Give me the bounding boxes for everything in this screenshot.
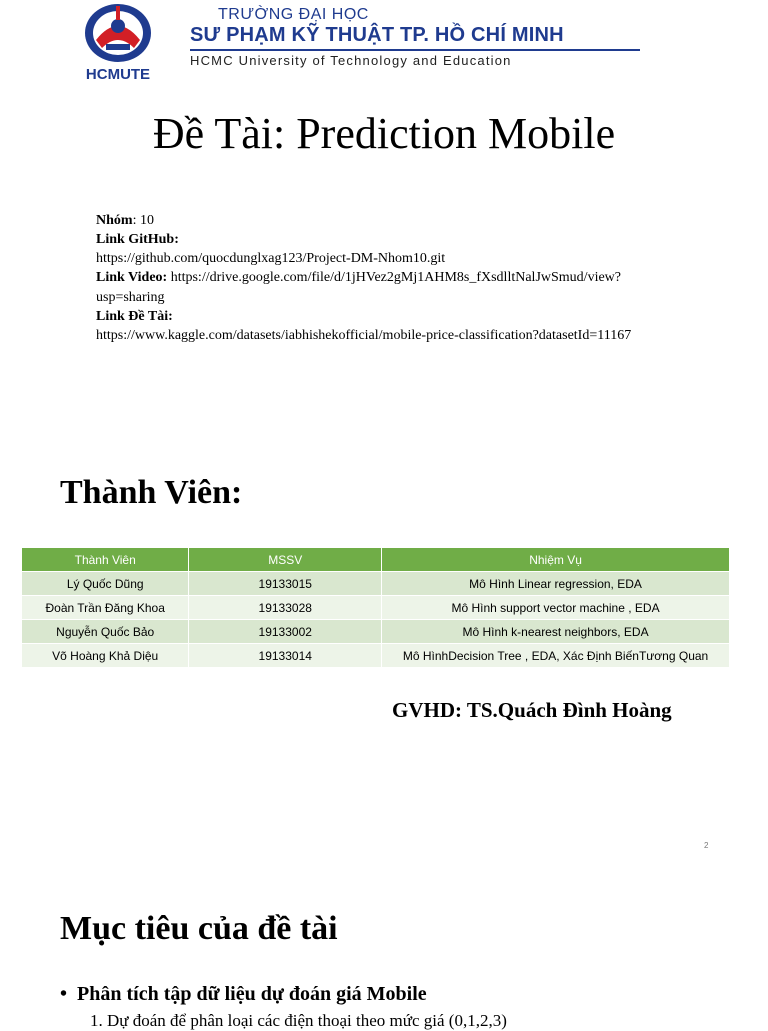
column-header-student-id: MSSV	[189, 548, 382, 572]
page-title: Đề Tài: Prediction Mobile	[152, 109, 616, 158]
university-logo	[68, 2, 172, 82]
member-name: Đoàn Trần Đăng Khoa	[22, 596, 189, 620]
member-task: Mô Hình k-nearest neighbors, EDA	[382, 620, 730, 644]
member-id: 19133028	[189, 596, 382, 620]
goal-bullet-text: Phân tích tập dữ liệu dự đoán giá Mobile	[77, 983, 427, 1005]
video-link[interactable]: https://drive.google.com/file/d/1jHVez2gMj1AHM8s_fXsdlltNalJwSmud/view?	[167, 270, 621, 285]
group-label: Nhóm	[96, 213, 133, 228]
bullet-icon: •	[60, 983, 78, 1005]
video-line	[96, 268, 621, 288]
github-label	[96, 230, 179, 250]
university-name-line1: TRƯỜNG ĐẠI HỌC	[218, 6, 369, 23]
member-id: 19133002	[189, 620, 382, 644]
header-divider	[190, 49, 640, 51]
goal-heading: Mục tiêu của đề tài	[60, 910, 338, 947]
table-header-row	[22, 548, 730, 572]
member-id: 19133015	[189, 572, 382, 596]
members-heading: Thành Viên:	[60, 474, 243, 511]
member-task: Mô Hình Linear regression, EDA	[382, 572, 730, 596]
member-name: Nguyễn Quốc Bảo	[22, 620, 189, 644]
group-value: : 10	[132, 213, 154, 228]
member-task: Mô Hình support vector machine , EDA	[382, 596, 730, 620]
goal-bullet	[60, 983, 427, 1006]
member-name: Lý Quốc Dũng	[22, 572, 189, 596]
table-row	[22, 572, 730, 596]
university-name-line2: SƯ PHẠM KỸ THUẬT TP. HỒ CHÍ MINH	[190, 24, 564, 46]
goal-subitem: 1. Dự đoán để phân loại các điện thoại theo mức giá (0,1,2,3)	[90, 1011, 507, 1030]
university-name-english: HCMC University of Technology and Education	[190, 53, 512, 68]
column-header-member: Thành Viên	[22, 548, 189, 572]
topic-label-text: Link Đề Tài:	[96, 309, 173, 324]
group-line	[96, 211, 154, 231]
members-table	[22, 548, 730, 667]
table-row	[22, 644, 730, 668]
advisor-line: GVHD: TS.Quách Đình Hoàng	[392, 698, 672, 722]
video-link-continued[interactable]: usp=sharing	[96, 290, 165, 305]
member-name: Võ Hoàng Khả Diệu	[22, 644, 189, 668]
table-row	[22, 620, 730, 644]
topic-link[interactable]: https://www.kaggle.com/datasets/iabhishekofficial/mobile-price-classification?datasetId=11167	[96, 328, 632, 343]
table-row	[22, 596, 730, 620]
github-label-text: Link GitHub:	[96, 232, 179, 247]
video-label: Link Video:	[96, 270, 168, 285]
logo-text: HCMUTE	[85, 66, 151, 82]
column-header-task: Nhiệm Vụ	[382, 548, 730, 572]
member-id: 19133014	[189, 644, 382, 668]
github-link[interactable]: https://github.com/quocdunglxag123/Project-DM-Nhom10.git	[96, 251, 446, 266]
member-task: Mô HìnhDecision Tree , EDA, Xác Định BiếnTương Quan	[382, 644, 730, 668]
topic-label	[96, 307, 173, 327]
page-number: 2	[704, 841, 709, 850]
